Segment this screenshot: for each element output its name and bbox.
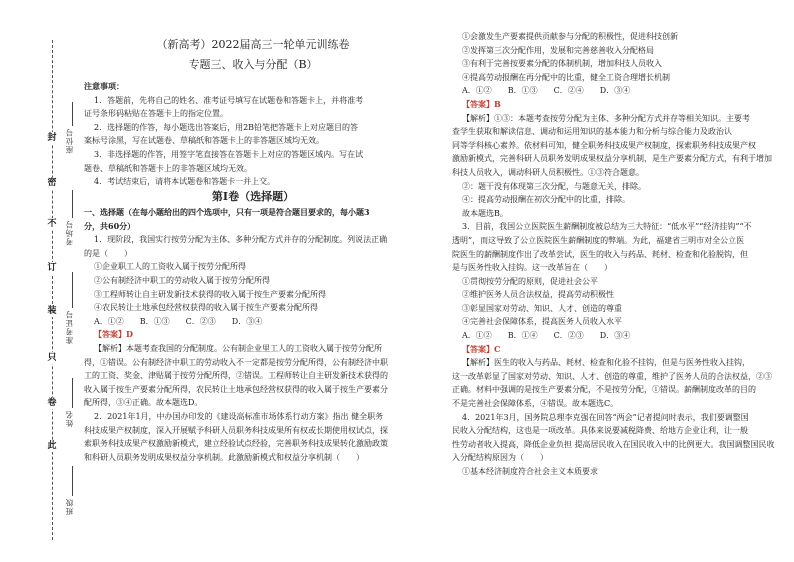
exam-room-line [72,190,73,218]
seal-char: 卷 [47,398,57,408]
option-line: ④农民转让土地承包经营权获得的收入属于按生产要素分配所得 [94,303,318,313]
option-line: ①企业职工人的工资收入属于按劳分配所得 [94,262,246,272]
answer-label: 【答案】C [462,343,501,354]
notice-line: 4．考试结束后，请将本试题卷和答题卡一并上交。 [94,177,276,187]
section-instruction: 分，共60分） [84,220,136,231]
question-line: 2．2021年1月，中办国办印发的《建设高标准市场体系行动方案》指出 健全职务 [94,411,384,421]
analysis-line: 正确。材料中强调的是按生产要素分配，不是按劳分配，①错误。薪酬制度改革的目的 [452,385,756,395]
choice-line: A．①② B．①④ C．②③ D．③④ [462,331,631,341]
notice-line: 2．选择题的作答，每小题选出答案后，用2B铅笔把答题卡上对应题目的答 [94,122,359,132]
analysis-line: 【解析】医生的收入与药品、耗材、检查和化验不挂钩，但是与医务性收入挂钩， [462,358,750,368]
name-line [72,378,73,408]
section-instruction: 一、选择题（在每小题给出的四个选项中，只有一项是符合题目要求的，每小题3 [84,207,370,217]
paper-title: （新高考）2022届高三一轮单元训练卷 [156,38,350,51]
analysis-line: 配所得，③④正确。故本题选D。 [84,398,203,408]
option-line: ①贯彻按劳分配的原则，促进社会公平 [462,276,598,286]
option-line: ③有利于完善按要素分配的体制机制，增加科技人员收入 [462,59,662,69]
question-line: 是与医务性收入挂钩。这一改革旨在（ ） [452,263,612,273]
analysis-line: ②：题干没有体现第三次分配，与题意无关，排除。 [462,181,646,191]
notice-line: 证号条形码粘贴在答题卡上的指定位置。 [84,109,228,119]
notice-line: 题卷、草稿纸和答题卡上的非答题区域均无效。 [84,163,252,173]
notice-line: 3．非选择题的作答，用签字笔直接答在答题卡上对应的答题区域内。写在试 [94,149,364,159]
question-line: 索职务科技成果产权激励新模式，建立经验试点经验，完善职务科技成果转化激励政策 [84,439,388,449]
question-line: 民收入分配结构，这也是一项改革。具体来说要减税降费、给地方企业让利，让一般 [452,426,748,436]
option-line: ②公有制经济中职工的劳动收入属于按劳分配所得 [94,275,270,285]
question-line: 和科研人员职务发明成果权益分享机制。此激励新模式和权益分享机制（ ） [84,452,364,462]
ticket-number-line [72,272,73,308]
analysis-line: 这一改革彰显了国家对劳动、知识、人才、创造的尊重，维护了医务人员的合法权益，②③ [452,371,772,381]
seal-char: 封 [47,133,57,143]
question-line: 1．现阶段，我国实行按劳分配为主体、多种分配方式并存的分配制度。列说法正确 [94,235,388,245]
exam-room-label: 考场号 [65,220,74,246]
seal-char: 此 [47,441,57,451]
seal-char: 密 [47,178,57,188]
option-line: ③工程师转让自主研发新技术获得的收入属于按生产要素分配所得 [94,289,326,299]
analysis-line: 【解析】①③：本题考查按劳分配为主体、多种分配方式并存等相关知识。主要考 [462,113,750,123]
question-line: 科技成果产权制度，深入开展赋予科研人员职务科技成果所有权或长期使用权试点，探 [84,425,388,435]
notice-title: 注意事项： [84,81,124,91]
analysis-line: ④：提高劳动报酬在初次分配中的比重，排除。 [462,195,630,205]
section-heading: 第Ⅰ卷（选择题） [211,190,295,203]
option-line: ②发挥第三次分配作用，发展和完善慈善收入分配格局 [462,45,654,55]
question-line: 透明”，而这导致了公立医院医生薪酬制度的弊端。为此，福建省三明市对全公立医 [452,235,745,245]
option-line: ③彰显国家对劳动、知识、人才、创造的尊重 [462,303,622,313]
notice-line: 案标号涂黑，写在试题卷、草稿纸和答题卡上的非答题区域均无效。 [84,136,324,146]
analysis-line: 激励新模式，完善科研人员职务发明成果权益分享机制，是生产要素分配方式，有利于增加 [452,154,772,164]
name-label: 姓名 [65,410,74,427]
analysis-line: 查学生获取和解读信息、调动和运用知识的基本能力和分析与综合能力及政治认 [452,127,732,137]
seal-dashed-line [52,40,53,540]
analysis-line: 收入属于按生产要素分配所得，农民转让土地承包经营权获得的收入属于按生产要素分 [84,384,388,394]
analysis-line: 工的工资、奖金、津贴属于按劳分配所得，②错误。工程师转让自主研发新技术获得的 [84,371,388,381]
seal-char: 不 [47,219,57,229]
question-line: 性劳动者收入提高，降低企业负担 提高居民收入在国民收入中的比例更大。我国调整国民收入分配结构原因为（ ） [452,439,775,463]
question-line: 3．目前，我国公立医院医生薪酬制度被总结为三大特征：“低水平”“经济挂钩”“不 [462,222,752,232]
seal-char: 订 [47,263,57,273]
option-line: ④完善社会保障体系，提高医务人员收入水平 [462,317,622,327]
analysis-line: 不是完善社会保障体系，④错误。故本题选C。 [452,399,619,409]
analysis-line: 同等学科核心素养。依材料可知，健全职务科技成果产权制度，探索职务科技成果产权 [452,140,756,150]
question-line: 院医生的薪酬制度作出了改革尝试，医生的收入与药品、耗材、检查和化验脱钩，但 [452,249,748,259]
seat-number-label: 座位号 [65,128,74,154]
analysis-line: 科技人员收入，调动科研人员积极性。①③符合题意。 [452,167,644,177]
option-line: ①基本经济制度符合社会主义本质要求 [462,467,598,476]
choice-line: A．①② B．①③ C．②④ D．③④ [462,86,631,96]
answer-label: 【答案】B [462,98,501,109]
notice-block [84,80,422,189]
choice-line: A．①② B．①③ C．②③ D．③④ [94,316,263,326]
analysis-line: 【解析】本题考查我国的分配制度。公有制企业里工人的工资收入属于按劳分配所 [94,343,382,353]
class-label: 班级 [65,498,74,515]
right-column [452,30,782,479]
question-line: 的是（ ） [84,248,132,258]
paper-subtitle: 专题三、收入与分配（B） [188,58,318,71]
left-column [84,206,422,464]
binding-margin [0,0,78,562]
class-line [72,466,73,496]
notice-line: 1．答题前，先将自己的姓名、准考证号填写在试题卷和答题卡上，并将准考 [94,95,364,105]
analysis-line: 得，①错误。公有制经济中职工的劳动收入不一定都是按劳分配所得，公有制经济中职 [84,357,388,367]
seal-char: 只 [47,353,57,363]
seat-number-line [72,102,73,126]
option-line: ②维护医务人员合法权益，提高劳动积极性 [462,290,614,300]
analysis-line: 故本题选B。 [462,208,508,218]
option-line: ①会激发生产要素提供贡献参与分配的积极性，促进科技创新 [462,32,678,41]
option-line: ④提高劳动报酬在再分配中的比重，健全工资合理增长机制 [462,72,670,82]
ticket-number-label: 准考证号 [65,310,74,344]
question-line: 4．2021年3月，国务院总理李克强在回答“两会”记者提问时表示，我们要调整国 [462,412,749,422]
seal-char: 装 [47,306,57,316]
answer-label: 【答案】D [94,329,133,340]
